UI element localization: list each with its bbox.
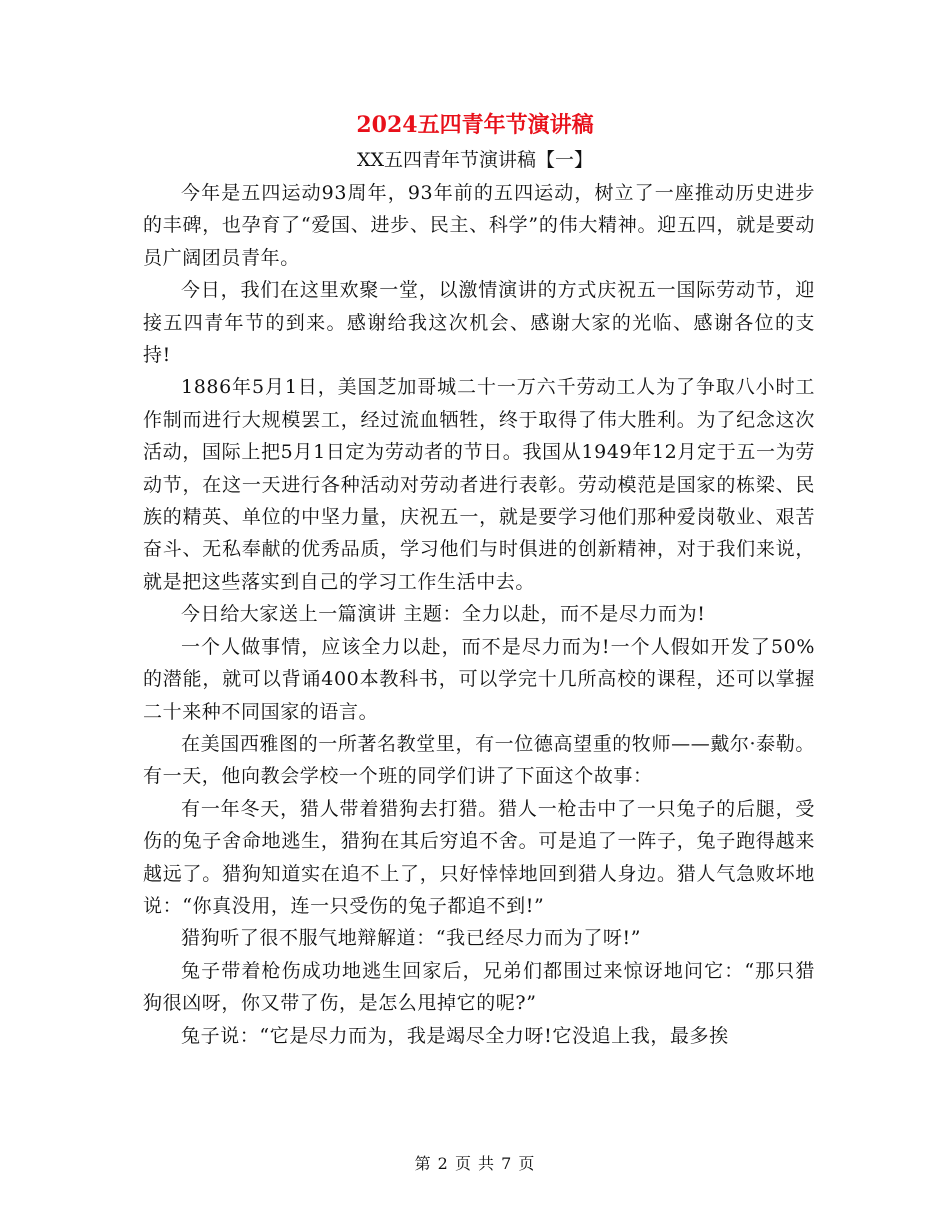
document-subtitle: XX五四青年节演讲稿【一】 xyxy=(356,149,594,171)
paragraph: 有一年冬天，猎人带着猎狗去打猎。猎人一枪击中了一只兔子的后腿，受伤的兔子舍命地逃生，猎狗在其后穷追不舍。可是追了一阵子，兔子跑得越来越远了。猎狗知道实在追不上了，只好悻悻地回到猎人身边。猎人气急败坏地说：“你真没用，连一只受伤的兔子都追不到!” xyxy=(143,797,815,917)
paragraph: 一个人做事情，应该全力以赴，而不是尽力而为!一个人假如开发了50%的潜能，就可以背诵400本教科书，可以学完十几所高校的课程，还可以掌握二十来种不同国家的语言。 xyxy=(143,635,815,723)
paragraph: 兔子带着枪伤成功地逃生回家后，兄弟们都围过来惊讶地问它：“那只猎狗很凶呀，你又带了伤，是怎么甩掉它的呢?” xyxy=(143,959,815,1015)
paragraph: 兔子说：“它是尽力而为，我是竭尽全力呀!它没追上我，最多挨 xyxy=(181,1024,729,1047)
page-number-footer: 第 2 页 共 7 页 xyxy=(414,1154,536,1173)
paragraph: 今年是五四运动93周年，93年前的五四运动，树立了一座推动历史进步的丰碑，也孕育了“爱国、进步、民主、科学”的伟大精神。迎五四，就是要动员广阔团员青年。 xyxy=(143,182,815,269)
paragraph: 今日，我们在这里欢聚一堂，以激情演讲的方式庆祝五一国际劳动节，迎接五四青年节的到来。感谢给我这次机会、感谢大家的光临、感谢各位的支持! xyxy=(143,279,815,367)
document-body xyxy=(143,177,815,1052)
paragraph: 1886年5月1日，美国芝加哥城二十一万六千劳动工人为了争取八小时工作制而进行大规模罢工，经过流血牺牲，终于取得了伟大胜利。为了纪念这次活动，国际上把5月1日定为劳动者的节日。我国从1949年12月定于五一为劳动节，在这一天进行各种活动对劳动者进行表彰。劳动模范是国家的栋梁、民族的精英、单位的中坚力量，庆祝五一，就是要学习他们那种爱岗敬业、艰苦奋斗、无私奉献的优秀品质，学习他们与时俱进的创新精神，对于我们来说，就是把这些落实到自己的学习工作生活中去。 xyxy=(143,376,815,593)
paragraph: 猎狗听了很不服气地辩解道：“我已经尽力而为了呀!” xyxy=(181,927,642,950)
paragraph: 在美国西雅图的一所著名教堂里，有一位德高望重的牧师——戴尔·泰勒。有一天，他向教会学校一个班的同学们讲了下面这个故事： xyxy=(143,732,815,788)
paragraph: 今日给大家送上一篇演讲 主题：全力以赴，而不是尽力而为! xyxy=(181,603,706,626)
document-title: 2024五四青年节演讲稿 xyxy=(356,112,594,138)
